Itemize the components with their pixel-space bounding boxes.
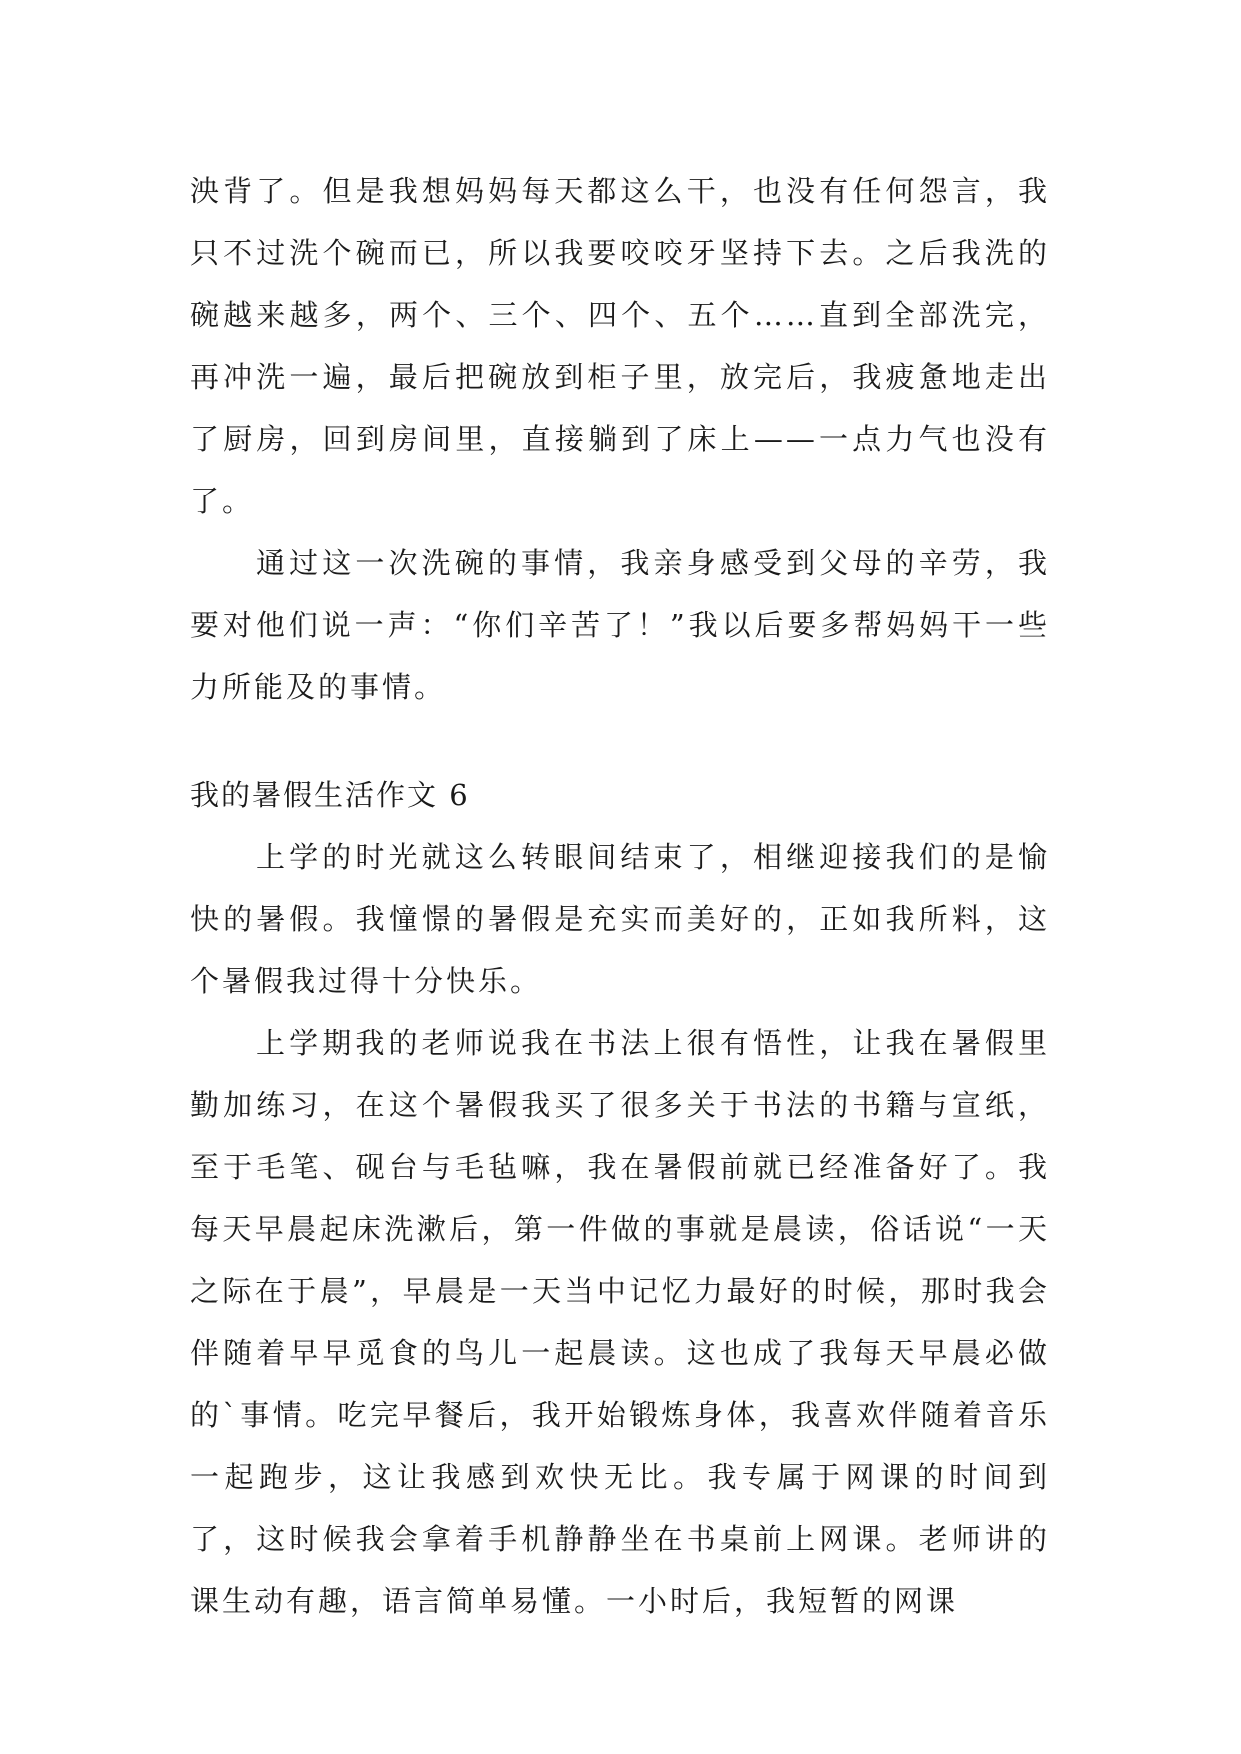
section-title: 我的暑假生活作文 6 — [190, 778, 470, 812]
paragraph-continuation: 泱背了。但是我想妈妈每天都这么干，也没有任何怨言，我只不过洗个碗而已，所以我要咬咬牙坚持下去。之后我洗的碗越来越多，两个、三个、四个、五个……直到全部洗完，再冲洗一遍，最后把碗放到柜子里，放完后，我疲惫地走出了厨房，回到房间里，直接躺到了床上——一点力气也没有了。 — [190, 174, 1050, 518]
paragraph-intro: 上学的时光就这么转眼间结束了，相继迎接我们的是愉快的暑假。我憧憬的暑假是充实而美好的，正如我所料，这个暑假我过得十分快乐。 — [190, 840, 1050, 998]
document-body — [190, 160, 1050, 1632]
paragraph-reflection: 通过这一次洗碗的事情，我亲身感受到父母的辛劳，我要对他们说一声：“你们辛苦了！”我以后要多帮妈妈干一些力所能及的事情。 — [190, 546, 1050, 704]
paragraph-daily-routine: 上学期我的老师说我在书法上很有悟性，让我在暑假里勤加练习，在这个暑假我买了很多关于书法的书籍与宣纸，至于毛笔、砚台与毛毡嘛，我在暑假前就已经准备好了。我每天早晨起床洗漱后，第一件做的事就是晨读，俗话说“一天之际在于晨”，早晨是一天当中记忆力最好的时候，那时我会伴随着早早觅食的鸟儿一起晨读。这也成了我每天早晨必做的`事情。吃完早餐后，我开始锻炼身体，我喜欢伴随着音乐一起跑步，这让我感到欢快无比。我专属于网课的时间到了，这时候我会拿着手机静静坐在书桌前上网课。老师讲的课生动有趣，语言简单易懂。一小时后，我短暂的网课 — [190, 1026, 1050, 1618]
